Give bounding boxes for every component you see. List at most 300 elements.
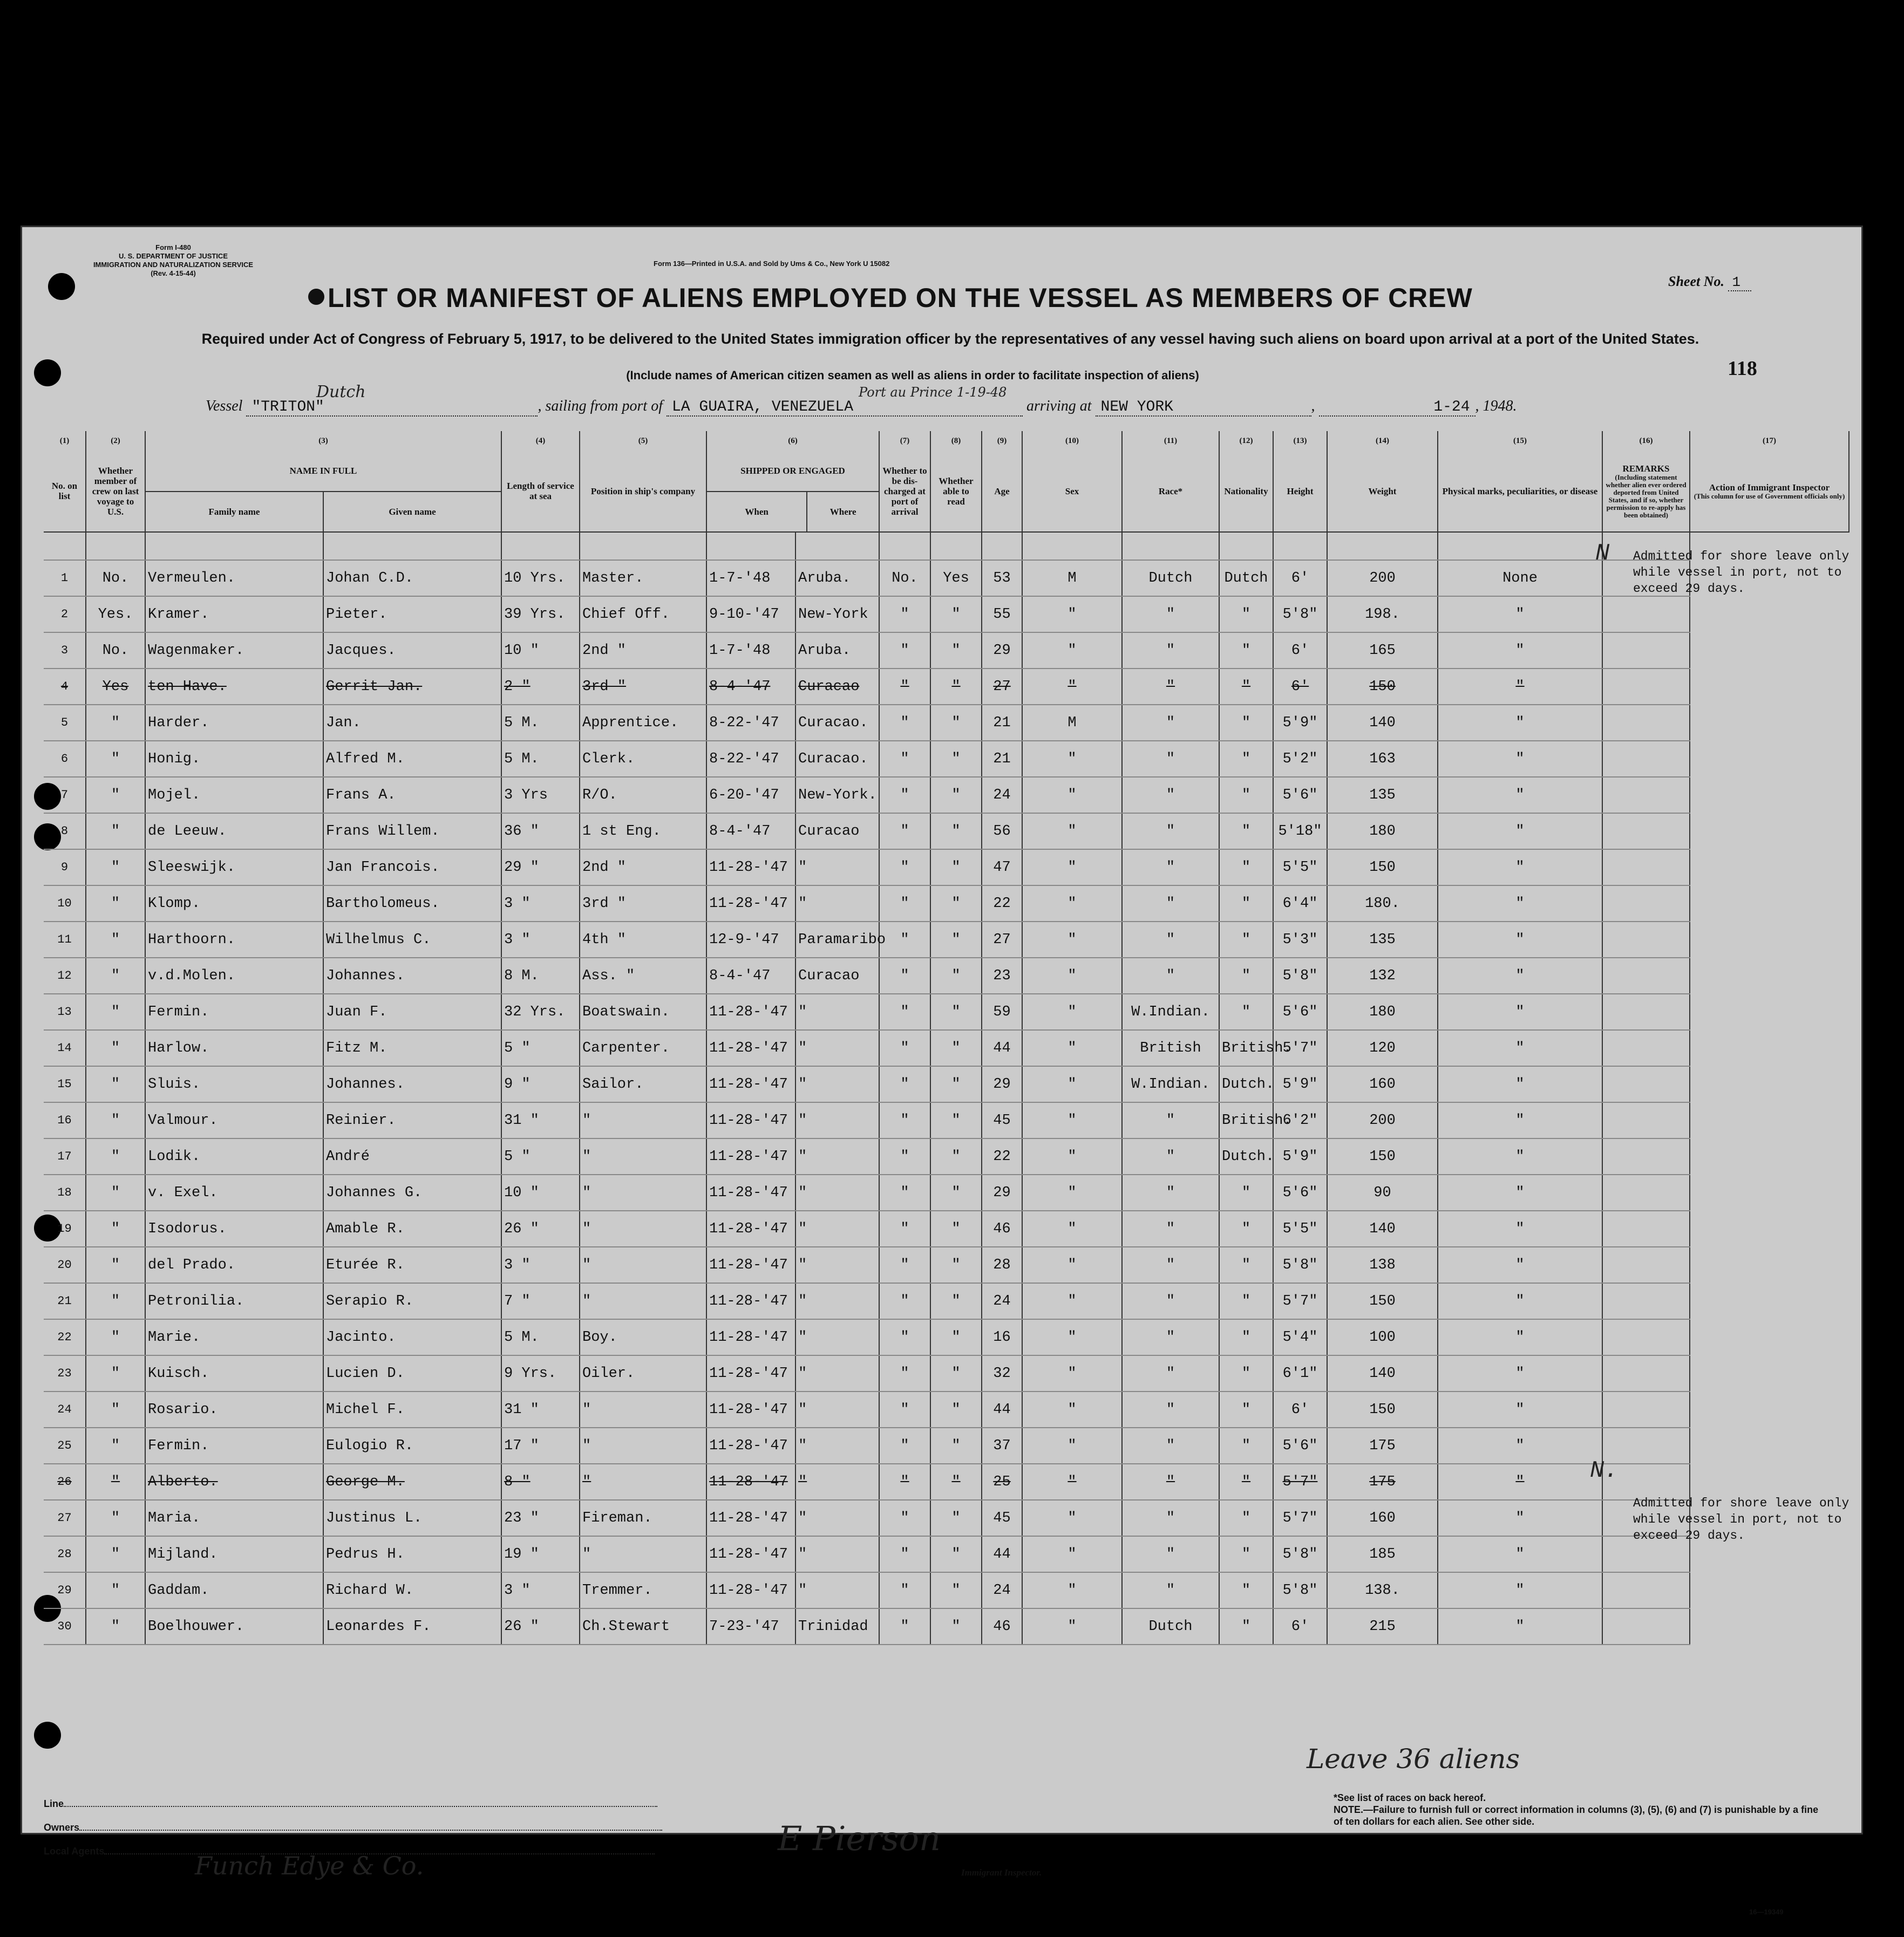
age: 29 <box>982 632 1022 669</box>
able-to-read: " <box>930 669 982 705</box>
discharged: " <box>879 849 930 885</box>
physical-marks: " <box>1438 922 1602 958</box>
shipped-where: " <box>795 1066 879 1102</box>
row-number: 18 <box>44 1175 86 1211</box>
physical-marks: " <box>1438 958 1602 994</box>
nationality: " <box>1219 705 1273 741</box>
table-row <box>44 1572 1849 1608</box>
row-number: 17 <box>44 1138 86 1175</box>
sheet-number <box>1668 274 1751 290</box>
last-voyage: " <box>86 1355 145 1392</box>
form-identifier <box>55 243 292 278</box>
discharged: " <box>879 1138 930 1175</box>
nationality: " <box>1219 885 1273 922</box>
shipped-when: 11-28-'47 <box>706 1392 795 1428</box>
table-row <box>44 741 1849 777</box>
col-num: (1) <box>44 431 86 451</box>
age: 55 <box>982 596 1022 632</box>
shipped-where: Aruba. <box>795 560 879 596</box>
race: W.Indian. <box>1122 994 1219 1030</box>
weight: 200 <box>1327 560 1438 596</box>
height: 5'5" <box>1273 849 1327 885</box>
shipped-where: " <box>795 885 879 922</box>
physical-marks: " <box>1438 596 1602 632</box>
height: 5'5" <box>1273 1211 1327 1247</box>
nationality: " <box>1219 994 1273 1030</box>
nationality: " <box>1219 1211 1273 1247</box>
family-name: Harder. <box>145 705 323 741</box>
form-id: Form I-480 <box>155 243 191 251</box>
family-name: Klomp. <box>145 885 323 922</box>
row-number: 1 <box>44 560 86 596</box>
vessel-line: Vessel "TRITON" , sailing from port of LA GUAIRA, VENEZUELA arriving at NEW YORK , 1-24 , 1948. <box>206 398 1517 415</box>
height: 5'6" <box>1273 1175 1327 1211</box>
last-voyage: " <box>86 705 145 741</box>
physical-marks: " <box>1438 1608 1602 1645</box>
table-row <box>44 596 1849 632</box>
sex: " <box>1022 1175 1122 1211</box>
shipped-when: 11-28-'47 <box>706 1066 795 1102</box>
page-title <box>308 282 1473 313</box>
service-length: 7 " <box>501 1283 580 1319</box>
last-voyage: " <box>86 1211 145 1247</box>
height: 5'6" <box>1273 1428 1327 1464</box>
sailing-label: , sailing from port of <box>538 398 663 414</box>
nationality: Dutch. <box>1219 1138 1273 1175</box>
last-voyage: " <box>86 1536 145 1572</box>
family-name: Marie. <box>145 1319 323 1355</box>
table-row <box>44 1355 1849 1392</box>
position: R/O. <box>580 777 706 813</box>
header-action-title: Action of Immigrant Inspector <box>1709 482 1830 493</box>
header-remarks-title: REMARKS <box>1622 463 1670 474</box>
race: " <box>1122 1500 1219 1536</box>
shipped-where: " <box>795 1536 879 1572</box>
race: " <box>1122 741 1219 777</box>
remarks-cell <box>1602 813 1690 849</box>
shipped-where: " <box>795 1283 879 1319</box>
physical-marks: " <box>1438 632 1602 669</box>
col-num: (9) <box>982 431 1022 451</box>
position: " <box>580 1392 706 1428</box>
remarks-note-bottom: Admitted for shore leave only while vessel in port, not to exceed 29 days. <box>1633 1496 1849 1543</box>
age: 21 <box>982 741 1022 777</box>
position: Fireman. <box>580 1500 706 1536</box>
discharged: " <box>879 1608 930 1645</box>
race: Dutch <box>1122 1608 1219 1645</box>
shipped-where: " <box>795 1211 879 1247</box>
sex: " <box>1022 1428 1122 1464</box>
column-numbers <box>44 431 1849 451</box>
header-given-name: Given name <box>389 507 436 517</box>
sex: " <box>1022 669 1122 705</box>
shipped-where: New-York <box>795 596 879 632</box>
sex: " <box>1022 1392 1122 1428</box>
shipped-where: Curacao. <box>795 705 879 741</box>
sex: " <box>1022 632 1122 669</box>
physical-marks: " <box>1438 1138 1602 1175</box>
last-voyage: " <box>86 777 145 813</box>
service-length: 17 " <box>501 1428 580 1464</box>
header-where: Where <box>829 507 856 517</box>
shipped-when: 8-4-'47 <box>706 669 795 705</box>
race: " <box>1122 1319 1219 1355</box>
shipped-when: 11-28-'47 <box>706 849 795 885</box>
shipped-where: " <box>795 1355 879 1392</box>
able-to-read: " <box>930 1500 982 1536</box>
footnote-fine: NOTE.—Failure to furnish full or correct information in columns (3), (5), (6) and (7) is punishable by a fine of ten dollars for each alien. See other side. <box>1334 1804 1819 1827</box>
row-number: 7 <box>44 777 86 813</box>
able-to-read: " <box>930 849 982 885</box>
shipped-when: 11-28-'47 <box>706 1428 795 1464</box>
header-remarks <box>1602 451 1690 532</box>
table-row <box>44 922 1849 958</box>
height: 6'1" <box>1273 1355 1327 1392</box>
shipped-when: 9-10-'47 <box>706 596 795 632</box>
shipped-when: 8-4-'47 <box>706 958 795 994</box>
position: 1 st Eng. <box>580 813 706 849</box>
sex: " <box>1022 994 1122 1030</box>
arriving-label: arriving at <box>1026 398 1092 414</box>
form-number: 16—19349 <box>1749 1908 1784 1916</box>
service-length: 31 " <box>501 1102 580 1138</box>
col-num: (3) <box>145 431 501 451</box>
age: 22 <box>982 885 1022 922</box>
last-voyage: " <box>86 1572 145 1608</box>
position: 3rd " <box>580 669 706 705</box>
family-name: v. Exel. <box>145 1175 323 1211</box>
footnotes <box>1334 1792 1819 1827</box>
nationality: " <box>1219 849 1273 885</box>
col-num: (15) <box>1438 431 1602 451</box>
age: 28 <box>982 1247 1022 1283</box>
given-name: Wilhelmus C. <box>323 922 501 958</box>
handwritten-mark: N <box>1595 540 1610 567</box>
remarks-cell <box>1602 741 1690 777</box>
discharged: " <box>879 1247 930 1283</box>
shipped-where: Curacao <box>795 669 879 705</box>
height: 5'8" <box>1273 1572 1327 1608</box>
table-row <box>44 994 1849 1030</box>
remarks-note-top: Admitted for shore leave only while vessel in port, not to exceed 29 days. <box>1633 549 1849 596</box>
height: 5'6" <box>1273 777 1327 813</box>
shipped-where: " <box>795 1030 879 1066</box>
sex: " <box>1022 1066 1122 1102</box>
shipped-when: 11-28-'47 <box>706 1283 795 1319</box>
service-length: 29 " <box>501 849 580 885</box>
weight: 180 <box>1327 813 1438 849</box>
sex: " <box>1022 1319 1122 1355</box>
discharged: " <box>879 1283 930 1319</box>
family-name: Harlow. <box>145 1030 323 1066</box>
race: " <box>1122 1392 1219 1428</box>
nationality: " <box>1219 1283 1273 1319</box>
race: " <box>1122 1355 1219 1392</box>
weight: 135 <box>1327 922 1438 958</box>
sex: " <box>1022 1608 1122 1645</box>
col-num: (14) <box>1327 431 1438 451</box>
weight: 165 <box>1327 632 1438 669</box>
table-row <box>44 777 1849 813</box>
physical-marks: " <box>1438 813 1602 849</box>
position: Tremmer. <box>580 1572 706 1608</box>
position: Chief Off. <box>580 596 706 632</box>
page-number: 118 <box>1728 357 1757 380</box>
physical-marks: None <box>1438 560 1602 596</box>
family-name: Fermin. <box>145 994 323 1030</box>
table-row <box>44 1608 1849 1645</box>
discharged: " <box>879 1319 930 1355</box>
shipped-when: 11-28-'47 <box>706 1319 795 1355</box>
row-number: 24 <box>44 1392 86 1428</box>
family-name: Kuisch. <box>145 1355 323 1392</box>
discharged: " <box>879 885 930 922</box>
height: 5'7" <box>1273 1500 1327 1536</box>
nationality: " <box>1219 777 1273 813</box>
family-name: de Leeuw. <box>145 813 323 849</box>
service-length: 26 " <box>501 1211 580 1247</box>
age: 45 <box>982 1500 1022 1536</box>
header-nationality: Nationality <box>1219 451 1273 532</box>
remarks-cell <box>1602 1247 1690 1283</box>
header-shipped-engaged: SHIPPED OR ENGAGED <box>707 451 879 492</box>
family-name: Sleeswijk. <box>145 849 323 885</box>
sex: " <box>1022 777 1122 813</box>
last-voyage: " <box>86 1392 145 1428</box>
header-family-name: Family name <box>146 492 324 531</box>
remarks-cell <box>1602 669 1690 705</box>
able-to-read: " <box>930 994 982 1030</box>
able-to-read: " <box>930 1138 982 1175</box>
height: 6'2" <box>1273 1102 1327 1138</box>
weight: 138. <box>1327 1572 1438 1608</box>
service-length: 10 Yrs. <box>501 560 580 596</box>
able-to-read: " <box>930 1030 982 1066</box>
given-name: George M. <box>323 1464 501 1500</box>
sex: " <box>1022 922 1122 958</box>
weight: 135 <box>1327 777 1438 813</box>
physical-marks: " <box>1438 1500 1602 1536</box>
weight: 160 <box>1327 1066 1438 1102</box>
row-number: 3 <box>44 632 86 669</box>
shipped-where: " <box>795 994 879 1030</box>
remarks-cell <box>1602 1392 1690 1428</box>
weight: 140 <box>1327 1355 1438 1392</box>
weight: 100 <box>1327 1319 1438 1355</box>
row-number: 16 <box>44 1102 86 1138</box>
shipped-where: Trinidad <box>795 1608 879 1645</box>
physical-marks: " <box>1438 1428 1602 1464</box>
remarks-cell <box>1602 1283 1690 1319</box>
able-to-read: " <box>930 1536 982 1572</box>
col-num: (7) <box>879 431 930 451</box>
table-row <box>44 669 1849 705</box>
sex: " <box>1022 813 1122 849</box>
remarks-cell <box>1602 1355 1690 1392</box>
family-name: del Prado. <box>145 1247 323 1283</box>
discharged: " <box>879 1572 930 1608</box>
port-of-departure: LA GUAIRA, VENEZUELA <box>667 399 1023 417</box>
able-to-read: " <box>930 958 982 994</box>
sex: " <box>1022 1355 1122 1392</box>
able-to-read: " <box>930 777 982 813</box>
family-name: Rosario. <box>145 1392 323 1428</box>
able-to-read: " <box>930 1319 982 1355</box>
physical-marks: " <box>1438 1464 1602 1500</box>
nationality: " <box>1219 596 1273 632</box>
weight: 198. <box>1327 596 1438 632</box>
able-to-read: " <box>930 1464 982 1500</box>
age: 27 <box>982 669 1022 705</box>
age: 27 <box>982 922 1022 958</box>
weight: 175 <box>1327 1464 1438 1500</box>
shipped-when: 8-22-'47 <box>706 705 795 741</box>
row-number: 20 <box>44 1247 86 1283</box>
header-sex: Sex <box>1022 451 1122 532</box>
shipped-where: Aruba. <box>795 632 879 669</box>
header-race: Race* <box>1122 451 1219 532</box>
shipped-when: 11-28-'47 <box>706 1102 795 1138</box>
owners-label: Owners <box>44 1822 80 1833</box>
shipped-where: " <box>795 849 879 885</box>
given-name: Eturée R. <box>323 1247 501 1283</box>
sex: " <box>1022 1247 1122 1283</box>
last-voyage: " <box>86 741 145 777</box>
age: 44 <box>982 1536 1022 1572</box>
nationality: " <box>1219 1536 1273 1572</box>
given-name: Gerrit Jan. <box>323 669 501 705</box>
height: 6' <box>1273 1392 1327 1428</box>
family-name: Wagenmaker. <box>145 632 323 669</box>
age: 53 <box>982 560 1022 596</box>
col-num: (5) <box>580 431 706 451</box>
shipped-where: " <box>795 1428 879 1464</box>
row-number: 12 <box>44 958 86 994</box>
sex: " <box>1022 1283 1122 1319</box>
service-length: 5 M. <box>501 741 580 777</box>
able-to-read: " <box>930 1175 982 1211</box>
remarks-cell <box>1602 1066 1690 1102</box>
discharged: " <box>879 813 930 849</box>
family-name: Petronilia. <box>145 1283 323 1319</box>
race: " <box>1122 705 1219 741</box>
age: 47 <box>982 849 1022 885</box>
physical-marks: " <box>1438 1283 1602 1319</box>
able-to-read: " <box>930 1102 982 1138</box>
position: " <box>580 1102 706 1138</box>
sex: M <box>1022 560 1122 596</box>
shipped-where: Curacao <box>795 958 879 994</box>
discharged: " <box>879 1536 930 1572</box>
row-number: 9 <box>44 849 86 885</box>
given-name: Jan Francois. <box>323 849 501 885</box>
shipped-where: Curacao <box>795 813 879 849</box>
last-voyage: " <box>86 1138 145 1175</box>
position: Apprentice. <box>580 705 706 741</box>
weight: 132 <box>1327 958 1438 994</box>
shipped-where: Paramaribo <box>795 922 879 958</box>
row-number: 5 <box>44 705 86 741</box>
last-voyage: " <box>86 1283 145 1319</box>
last-voyage: " <box>86 1500 145 1536</box>
given-name: Michel F. <box>323 1392 501 1428</box>
able-to-read: " <box>930 1608 982 1645</box>
service-length: 23 " <box>501 1500 580 1536</box>
weight: 150 <box>1327 1283 1438 1319</box>
col-num: (12) <box>1219 431 1273 451</box>
weight: 140 <box>1327 1211 1438 1247</box>
given-name: Eulogio R. <box>323 1428 501 1464</box>
last-voyage: " <box>86 1319 145 1355</box>
physical-marks: " <box>1438 994 1602 1030</box>
remarks-cell <box>1602 994 1690 1030</box>
position: " <box>580 1138 706 1175</box>
row-number: 27 <box>44 1500 86 1536</box>
sex: " <box>1022 1211 1122 1247</box>
physical-marks: " <box>1438 777 1602 813</box>
weight: 175 <box>1327 1428 1438 1464</box>
shipped-when: 11-28-'47 <box>706 1500 795 1536</box>
last-voyage: " <box>86 994 145 1030</box>
shipped-when: 8-4-'47 <box>706 813 795 849</box>
race: " <box>1122 922 1219 958</box>
age: 45 <box>982 1102 1022 1138</box>
race: " <box>1122 1102 1219 1138</box>
able-to-read: " <box>930 1355 982 1392</box>
line-label: Line <box>44 1798 64 1809</box>
height: 5'7" <box>1273 1030 1327 1066</box>
physical-marks: " <box>1438 1175 1602 1211</box>
position: 2nd " <box>580 632 706 669</box>
table-row <box>44 1464 1849 1500</box>
destination: NEW YORK <box>1096 399 1311 417</box>
sex: " <box>1022 1500 1122 1536</box>
age: 25 <box>982 1464 1022 1500</box>
sex: " <box>1022 741 1122 777</box>
header-when: When <box>707 492 807 531</box>
age: 24 <box>982 1283 1022 1319</box>
given-name: Frans A. <box>323 777 501 813</box>
weight: 150 <box>1327 1392 1438 1428</box>
family-name: Boelhouwer. <box>145 1608 323 1645</box>
age: 21 <box>982 705 1022 741</box>
header-discharged: Whether to be dis- charged at port of arrival <box>879 451 930 532</box>
race: " <box>1122 777 1219 813</box>
row-number: 8 <box>44 813 86 849</box>
shipped-where: " <box>795 1464 879 1500</box>
shipped-when: 8-22-'47 <box>706 741 795 777</box>
shipped-where: " <box>795 1392 879 1428</box>
race: " <box>1122 1138 1219 1175</box>
position: " <box>580 1464 706 1500</box>
last-voyage: " <box>86 1066 145 1102</box>
able-to-read: " <box>930 1283 982 1319</box>
given-name: Leonardes F. <box>323 1608 501 1645</box>
table-row <box>44 1247 1849 1283</box>
table-row <box>44 885 1849 922</box>
sex: M <box>1022 705 1122 741</box>
row-number: 22 <box>44 1319 86 1355</box>
discharged: " <box>879 632 930 669</box>
given-name: Fitz M. <box>323 1030 501 1066</box>
header-action-note: (This column for use of Government officials only) <box>1694 492 1845 500</box>
remarks-cell <box>1602 1608 1690 1645</box>
age: 37 <box>982 1428 1022 1464</box>
table-row <box>44 1500 1849 1536</box>
last-voyage: " <box>86 1247 145 1283</box>
service-length: 19 " <box>501 1536 580 1572</box>
race: " <box>1122 669 1219 705</box>
